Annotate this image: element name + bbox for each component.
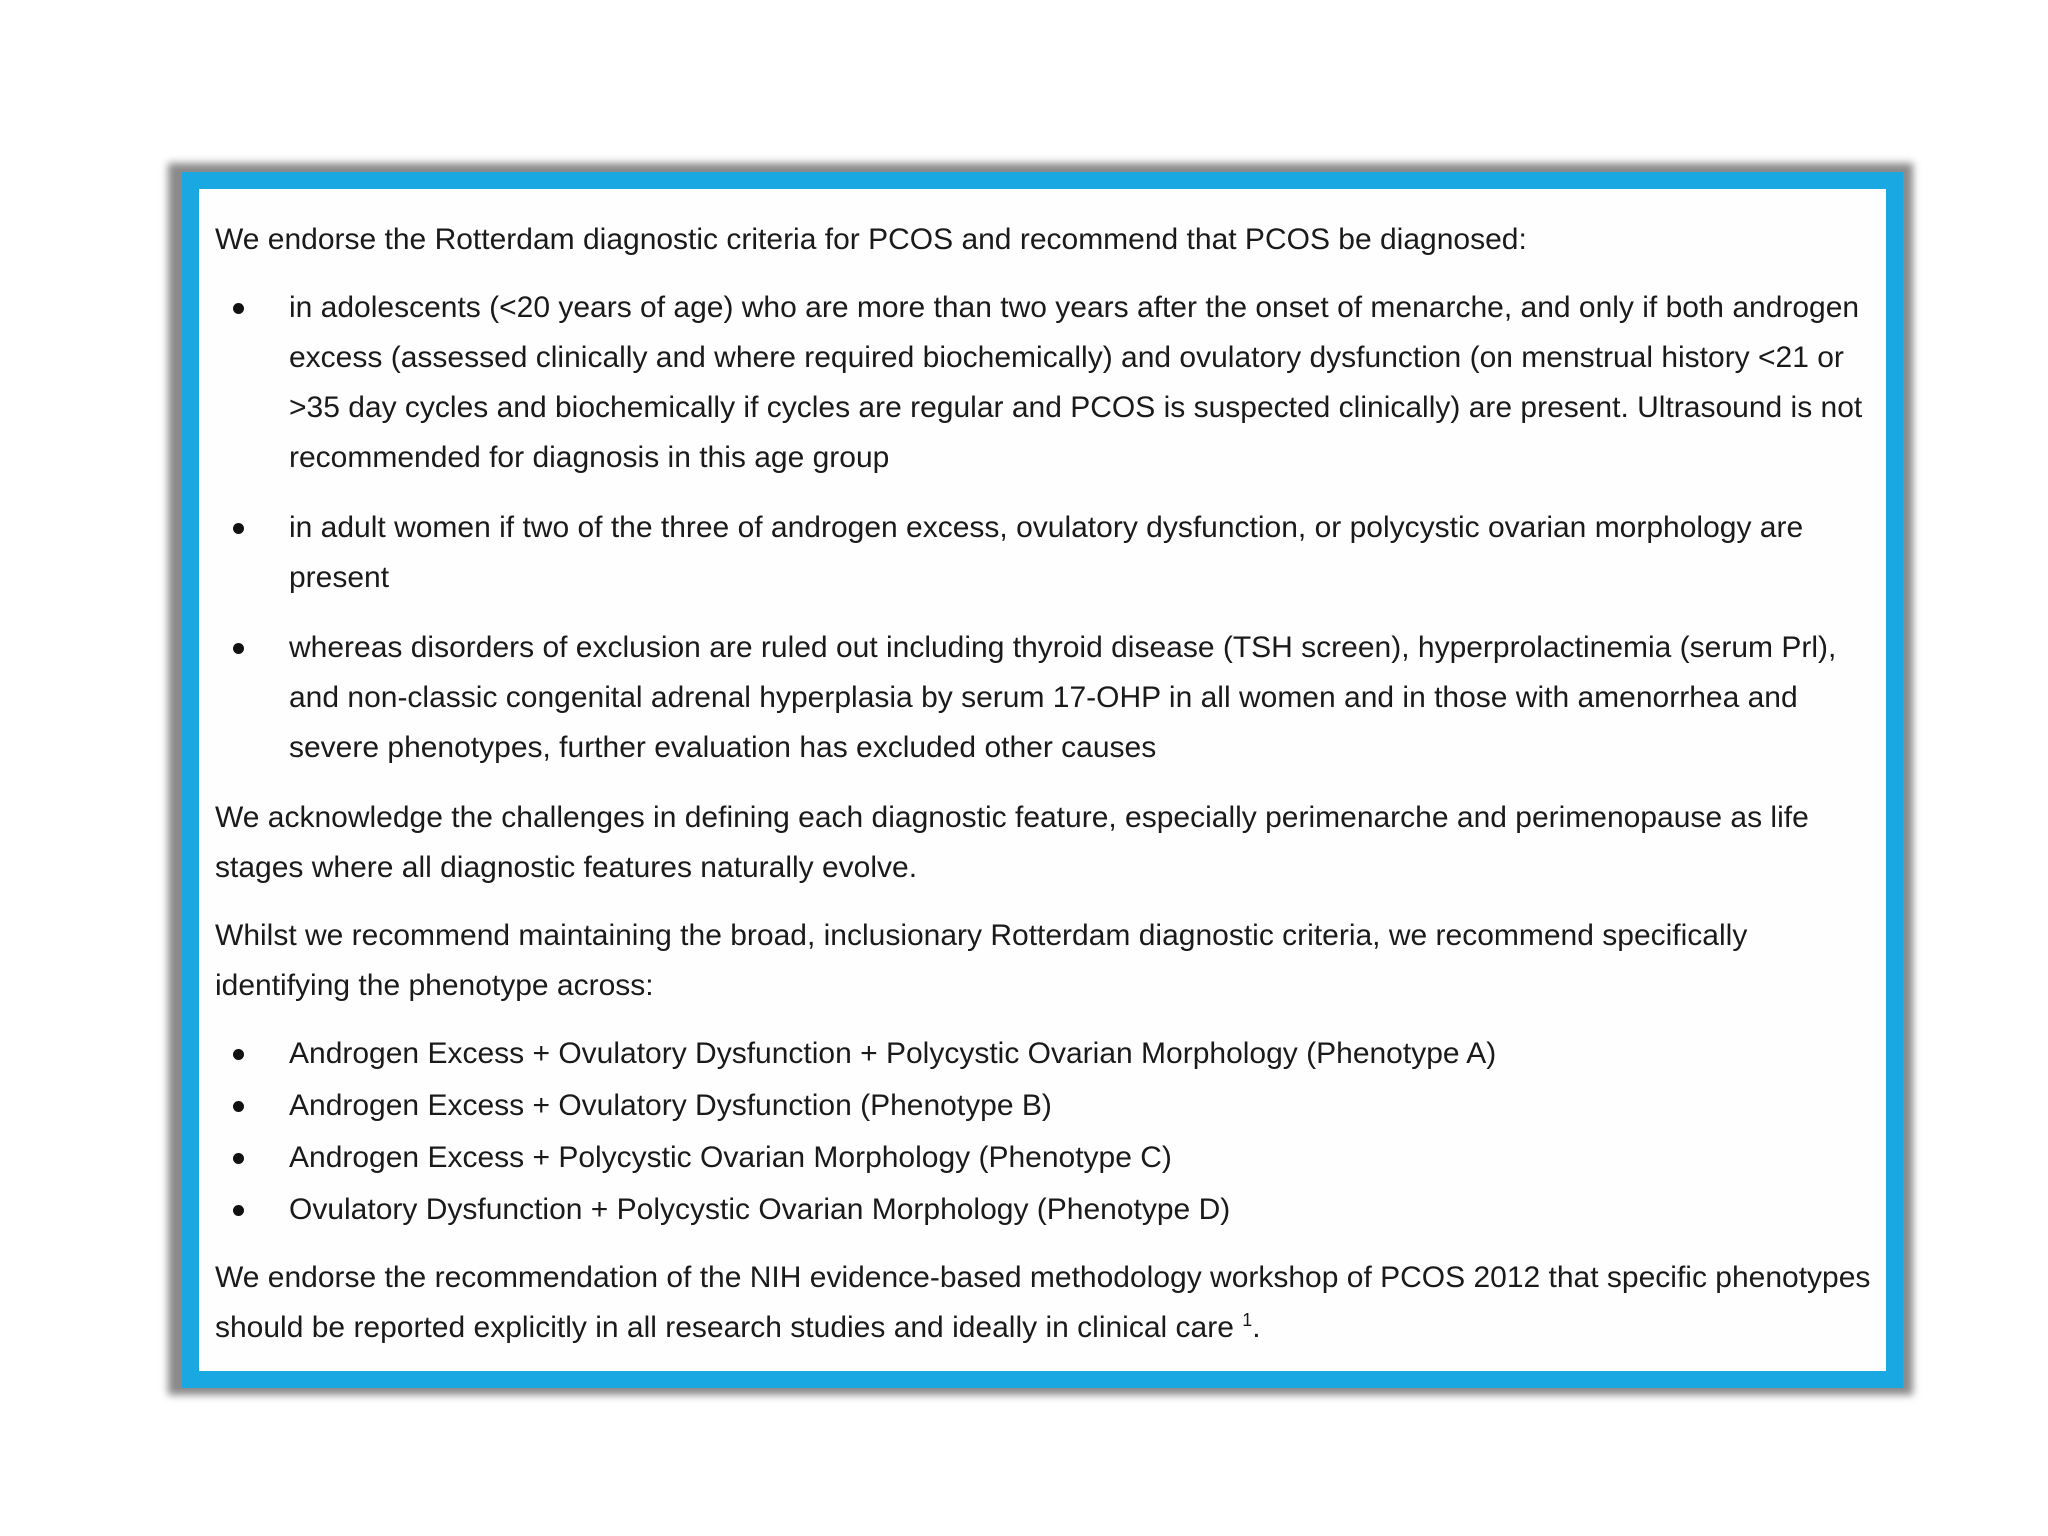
bullet-icon	[233, 303, 244, 314]
intro-paragraph: We endorse the Rotterdam diagnostic criteria for PCOS and recommend that PCOS be diagnosed:	[215, 223, 1527, 256]
criteria-item	[215, 283, 1885, 483]
phenotype-item	[215, 1133, 1885, 1183]
endorse-text: We endorse the recommendation of the NIH evidence-based methodology workshop of PCOS 2012 that specific phenotypes should be reported explicitly in all research studies and ideally in clinical care	[215, 1261, 1871, 1344]
phenotype-item	[215, 1081, 1885, 1131]
criteria-item	[215, 503, 1885, 603]
phenotype-item-text: Ovulatory Dysfunction + Polycystic Ovarian Morphology (Phenotype D)	[289, 1193, 1231, 1226]
phenotype-item	[215, 1029, 1885, 1079]
phenotype-list	[215, 1029, 1885, 1235]
bullet-icon	[233, 1101, 244, 1112]
phenotype-item-text: Androgen Excess + Polycystic Ovarian Morphology (Phenotype C)	[289, 1141, 1172, 1174]
phenotype-item-text: Androgen Excess + Ovulatory Dysfunction (Phenotype B)	[289, 1089, 1052, 1122]
criteria-list	[215, 283, 1885, 773]
criteria-item-text: whereas disorders of exclusion are ruled out including thyroid disease (TSH screen), hyperprolactinemia (serum Prl), and non-classic congenital adrenal hyperplasia by serum 17-OHP in all women and in those with amenorrhea and severe phenotypes, further evaluation has excluded other causes	[289, 631, 1837, 764]
whilst-paragraph: Whilst we recommend maintaining the broad, inclusionary Rotterdam diagnostic criteria, we recommend specifically identifying the phenotype across:	[215, 919, 1748, 1002]
bullet-icon	[233, 1205, 244, 1216]
bullet-icon	[233, 1049, 244, 1060]
recommendation-content	[215, 215, 1885, 1371]
phenotype-item	[215, 1185, 1885, 1235]
acknowledge-paragraph: We acknowledge the challenges in defining each diagnostic feature, especially perimenarche and perimenopause as life stages where all diagnostic features naturally evolve.	[215, 801, 1809, 884]
bullet-icon	[233, 1153, 244, 1164]
endorse-end: .	[1252, 1311, 1261, 1344]
criteria-item-text: in adolescents (<20 years of age) who are more than two years after the onset of menarche, and only if both androgen excess (assessed clinically and where required biochemically) and ovulatory dysfunction (on menstrual history <21 or >35 day cycles and biochemically if cycles are regular and PCOS is suspected clinically) are present. Ultrasound is not recommended for diagnosis in this age group	[289, 291, 1863, 474]
endorse-paragraph	[215, 1253, 1885, 1353]
criteria-item-text: in adult women if two of the three of androgen excess, ovulatory dysfunction, or polycystic ovarian morphology are present	[289, 511, 1804, 594]
criteria-item	[215, 623, 1885, 773]
bullet-icon	[233, 523, 244, 534]
reference-number: 1	[1242, 1310, 1253, 1330]
phenotype-item-text: Androgen Excess + Ovulatory Dysfunction + Polycystic Ovarian Morphology (Phenotype A)	[289, 1037, 1497, 1070]
bullet-icon	[233, 643, 244, 654]
